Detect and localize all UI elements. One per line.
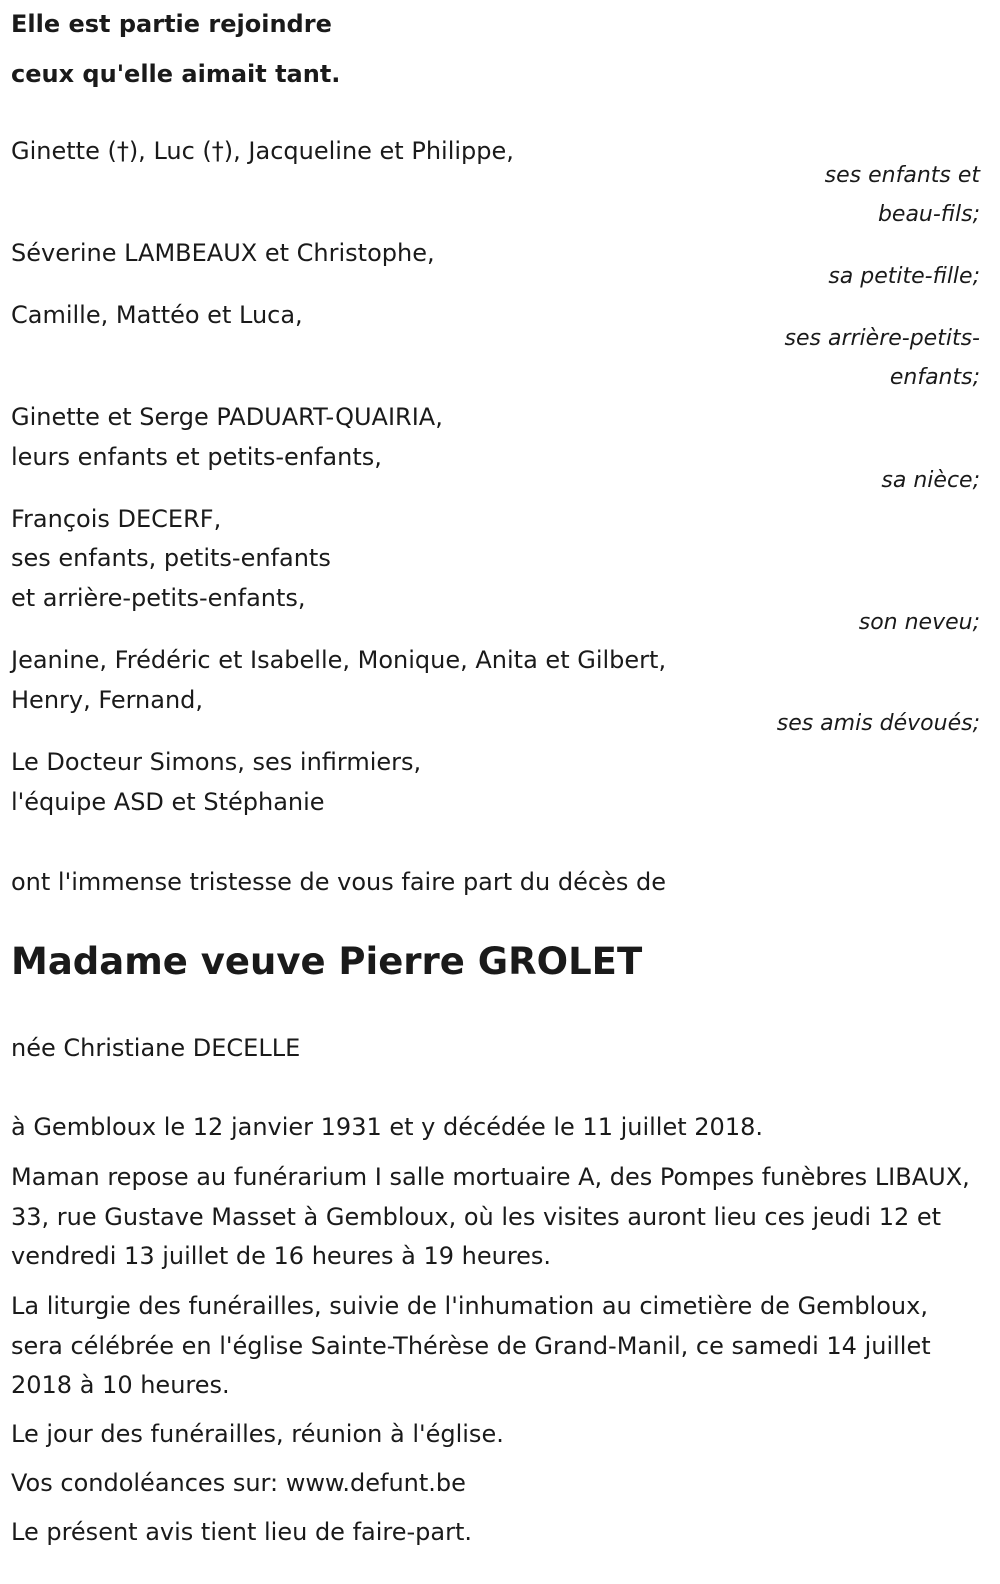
children-role-2: beau-fils;: [877, 202, 980, 227]
great-grandchildren-names: Camille, Mattéo et Luca,: [11, 301, 303, 329]
nephew-names-1: François DECERF,: [11, 505, 222, 533]
nephew-names-3: et arrière-petits-enfants,: [11, 584, 306, 612]
children-names: Ginette (†), Luc (†), Jacqueline et Philippe,: [11, 137, 514, 165]
children-role-1: ses enfants et: [824, 163, 980, 188]
care-names-2: l'équipe ASD et Stéphanie: [11, 788, 325, 816]
care-names-1: Le Docteur Simons, ses infirmiers,: [11, 748, 422, 776]
rest-paragraph: Maman repose au funérarium I salle mortuaire A, des Pompes funèbres LIBAUX, 33, rue Gustave Masset à Gembloux, où les visites auront lieu ces jeudi 12 et vendredi 13 juillet de 16 heures à 19 heures.: [11, 1163, 970, 1270]
granddaughter-role: sa petite-fille;: [828, 264, 980, 289]
condolences-paragraph: [11, 1464, 980, 1504]
niece-names-2: leurs enfants et petits-enfants,: [11, 443, 382, 471]
intro-line-2: ceux qu'elle aimait tant.: [11, 60, 341, 88]
niece-names-1: Ginette et Serge PADUART-QUAIRIA,: [11, 403, 443, 431]
condolences-prefix: Vos condoléances sur:: [11, 1469, 286, 1497]
condolences-link[interactable]: www.defunt.be: [285, 1469, 466, 1497]
liturgy-paragraph: La liturgie des funérailles, suivie de l'inhumation au cimetière de Gembloux, sera célébrée en l'église Sainte-Thérèse de Grand-Manil, ce samedi 14 juillet 2018 à 10 heures.: [11, 1292, 931, 1399]
notice-paragraph: Le présent avis tient lieu de faire-part.: [11, 1518, 473, 1546]
friends-names-1: Jeanine, Frédéric et Isabelle, Monique, Anita et Gilbert,: [11, 646, 667, 674]
intro-line-1: Elle est partie rejoindre: [11, 10, 332, 38]
deceased-name: Madame veuve Pierre GROLET: [11, 940, 643, 983]
great-grandchildren-role-1: ses arrière-petits-: [784, 326, 980, 351]
nephew-role: son neveu;: [858, 610, 980, 635]
meeting-paragraph: Le jour des funérailles, réunion à l'église.: [11, 1420, 504, 1448]
nephew-names-2: ses enfants, petits-enfants: [11, 544, 331, 572]
friends-names-2: Henry, Fernand,: [11, 686, 204, 714]
announcement-text: ont l'immense tristesse de vous faire part du décès de: [11, 868, 666, 896]
niece-role: sa nièce;: [881, 468, 980, 493]
granddaughter-names: Séverine LAMBEAUX et Christophe,: [11, 239, 435, 267]
friends-role: ses amis dévoués;: [776, 711, 980, 736]
maiden-name: née Christiane DECELLE: [11, 1034, 301, 1062]
great-grandchildren-role-2: enfants;: [889, 365, 980, 390]
birth-death-paragraph: à Gembloux le 12 janvier 1931 et y décédée le 11 juillet 2018.: [11, 1113, 763, 1141]
